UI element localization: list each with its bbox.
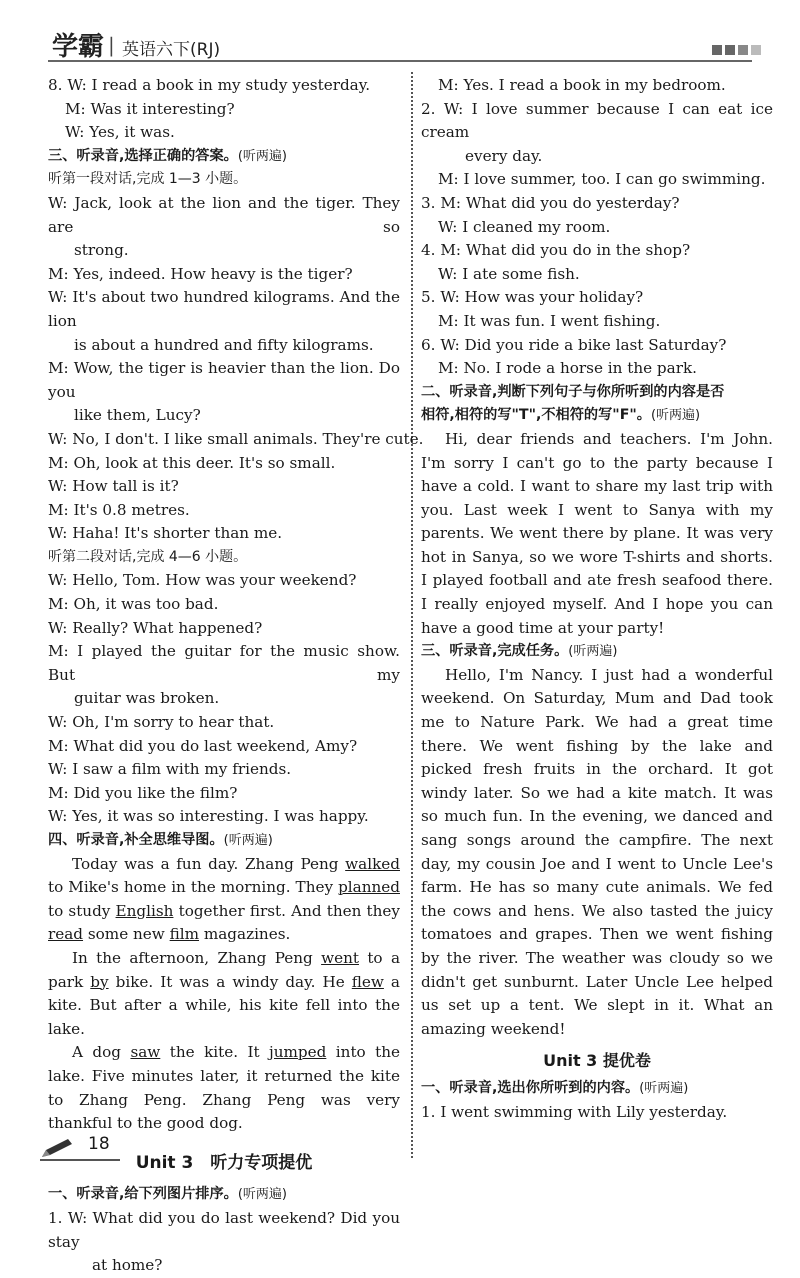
answer-word: walked <box>345 854 400 873</box>
answer-word: by <box>90 972 109 991</box>
header-square-icon <box>712 45 722 55</box>
section-note: (听两遍) <box>639 1080 689 1096</box>
transcript-line: at home? <box>92 1256 163 1275</box>
book-title: 英语六下(RJ) <box>122 40 221 60</box>
transcript-line: W: I saw a film with my friends. <box>48 760 292 779</box>
section-title: 相符,相符的写"T",不相符的写"F"。 <box>421 407 651 424</box>
section-title: 四、听录音,补全思维导图。 <box>48 832 224 848</box>
answer-word: film <box>169 925 200 944</box>
question-line: 1. I went swimming with Lily yesterday. <box>421 1102 728 1121</box>
transcript-line: every day. <box>465 146 543 165</box>
transcript-line: W: Hello, Tom. How was your weekend? <box>48 571 357 590</box>
header-square-icon <box>751 45 761 55</box>
header-square-icon <box>725 45 735 55</box>
right-column <box>421 74 773 1124</box>
transcript-line: 8. W: I read a book in my study yesterday. <box>48 76 371 94</box>
answer-word: flew <box>351 972 384 991</box>
column-divider <box>411 72 413 1158</box>
section-title: 一、听录音,选出你所听到的内容。 <box>421 1079 640 1096</box>
transcript-line: M: Yes, indeed. How heavy is the tiger? <box>48 264 353 283</box>
unit-title: Unit 3 听力专项提优 <box>135 1152 313 1173</box>
answer-word: saw <box>130 1043 161 1062</box>
page-number: 18 <box>88 1134 110 1154</box>
transcript-line: M: No. I rode a horse in the park. <box>438 359 697 378</box>
transcript-line: W: Really? What happened? <box>48 618 263 637</box>
transcript-line: W: Haha! It's shorter than me. <box>48 524 283 543</box>
section-note: (听两遍) <box>650 408 701 424</box>
instruction: 听第一段对话,完成 1—3 小题。 <box>48 171 248 188</box>
section-heading <box>421 640 773 664</box>
transcript-line: M: Yes. I read a book in my bedroom. <box>438 76 726 94</box>
transcript-line: guitar was broken. <box>74 689 220 708</box>
transcript-line: W: Yes, it was so interesting. I was happy. <box>48 807 369 826</box>
answer-word: jumped <box>269 1043 327 1062</box>
unit-title: Unit 3 提优卷 <box>543 1051 651 1071</box>
transcript-line: M: Oh, look at this deer. It's so small. <box>48 453 336 472</box>
transcript-line: M: It's 0.8 metres. <box>48 500 190 519</box>
section-note: (听两遍) <box>223 833 273 848</box>
transcript-line: W: Yes, it was. <box>65 123 175 142</box>
header-rule <box>48 60 752 62</box>
listening-paragraph: Hello, I'm Nancy. I just had a wonderful weekend. On Saturday, Mum and Dad took me to Nature Park. We had a great time there. We went fishing by the lake and picked fresh fruits in the orchard. It got windy later. So we had a kite match. It was so much fun. In the evening, we danced and sang songs around the campfire. The next day, my cousin Joe and I went to Uncle Lee's farm. He has so many cute animals. We fed the cows and hens. We also tasted the juicy tomatoes and grapes. Then we went fishing by the river. The weather was cloudy so we didn't get sunburnt. Later Uncle Lee helped us set up a tent. We slept in it. What an amazing weekend! <box>421 665 773 1038</box>
section-note: (听两遍) <box>237 148 287 164</box>
transcript-line: 4. M: What did you do in the shop? <box>421 241 691 260</box>
transcript-line: 2. W: I love summer because I can eat ice cream <box>421 99 773 142</box>
story-paragraph: In the afternoon, Zhang Peng went to a park by bike. It was a windy day. He flew a kite. But after a while, his kite fell into the lake. <box>48 948 400 1038</box>
transcript-line: is about a hundred and fifty kilograms. <box>74 335 374 354</box>
transcript-line: M: I love summer, too. I can go swimming. <box>438 170 766 189</box>
transcript-line: W: I cleaned my room. <box>438 217 611 236</box>
transcript-line: W: No, I don't. I like small animals. They're cute. <box>48 429 424 448</box>
section-heading <box>48 145 400 169</box>
transcript-line: W: Oh, I'm sorry to hear that. <box>48 713 275 732</box>
transcript-line: M: Did you like the film? <box>48 783 238 802</box>
section-note: (听两遍) <box>568 644 618 660</box>
section-heading <box>421 404 773 428</box>
instruction: 听第二段对话,完成 4—6 小题。 <box>48 548 248 565</box>
transcript-line: W: It's about two hundred kilograms. And the lion <box>48 288 400 330</box>
transcript-line: M: I played the guitar for the music show. But my <box>48 642 400 684</box>
page-header <box>0 0 800 70</box>
section-title: 三、听录音,完成任务。 <box>421 643 569 660</box>
transcript-line: W: Jack, look at the lion and the tiger. They are so <box>48 193 400 236</box>
transcript-line: like them, Lucy? <box>74 406 201 425</box>
header-square-icon <box>738 45 748 55</box>
transcript-line: strong. <box>74 241 129 260</box>
transcript-line: M: It was fun. I went fishing. <box>438 311 661 330</box>
section-heading <box>421 1077 773 1101</box>
answer-word: read <box>48 925 84 944</box>
transcript-line: 1. W: What did you do last weekend? Did you stay <box>48 1208 400 1251</box>
transcript-line: M: Was it interesting? <box>65 99 235 118</box>
transcript-line: 6. W: Did you ride a bike last Saturday? <box>421 335 727 354</box>
transcript-line: M: What did you do last weekend, Amy? <box>48 736 358 755</box>
footer-rule <box>40 1159 120 1161</box>
transcript-line: M: Wow, the tiger is heavier than the lion. Do you <box>48 359 400 401</box>
brand-logo: 学霸 <box>52 32 105 62</box>
section-heading <box>48 829 400 853</box>
story-paragraph: A dog saw the kite. It jumped into the lake. Five minutes later, it returned the kite to Zhang Peng. Zhang Peng was very thankful to the good dog. <box>48 1043 400 1133</box>
listening-paragraph: Hi, dear friends and teachers. I'm John. I'm sorry I can't go to the party because I have a cold. I want to share my last trip with you. Last week I went to Sanya with my parents. We went there by plane. It was very hot in Sanya, so we wore T-shirts and shorts. I played football and ate fresh seafood there. I really enjoyed myself. And I hope you can have a good time at your party! <box>421 429 773 637</box>
section-title: 三、听录音,选择正确的答案。 <box>48 147 238 164</box>
transcript-line: W: How tall is it? <box>48 477 179 496</box>
section-title: 一、听录音,给下列图片排序。 <box>48 1186 238 1203</box>
transcript-line: M: Oh, it was too bad. <box>48 595 219 614</box>
answer-word: planned <box>338 878 400 897</box>
header-separator: | <box>108 33 115 57</box>
story-paragraph: Today was a fun day. Zhang Peng walked to Mike's home in the morning. They planned to study English together first. And then they read some new film magazines. <box>48 854 400 944</box>
section-note: (听两遍) <box>237 1187 287 1203</box>
section-heading: 二、听录音,判断下列句子与你所听到的内容是否 <box>421 383 725 400</box>
section-heading <box>48 1183 400 1207</box>
answer-word: English <box>115 901 174 920</box>
transcript-line: 5. W: How was your holiday? <box>421 288 644 307</box>
answer-word: went <box>321 948 359 967</box>
left-column <box>48 74 424 1278</box>
transcript-line: W: I ate some fish. <box>438 264 580 283</box>
transcript-line: 3. M: What did you do yesterday? <box>421 193 680 212</box>
